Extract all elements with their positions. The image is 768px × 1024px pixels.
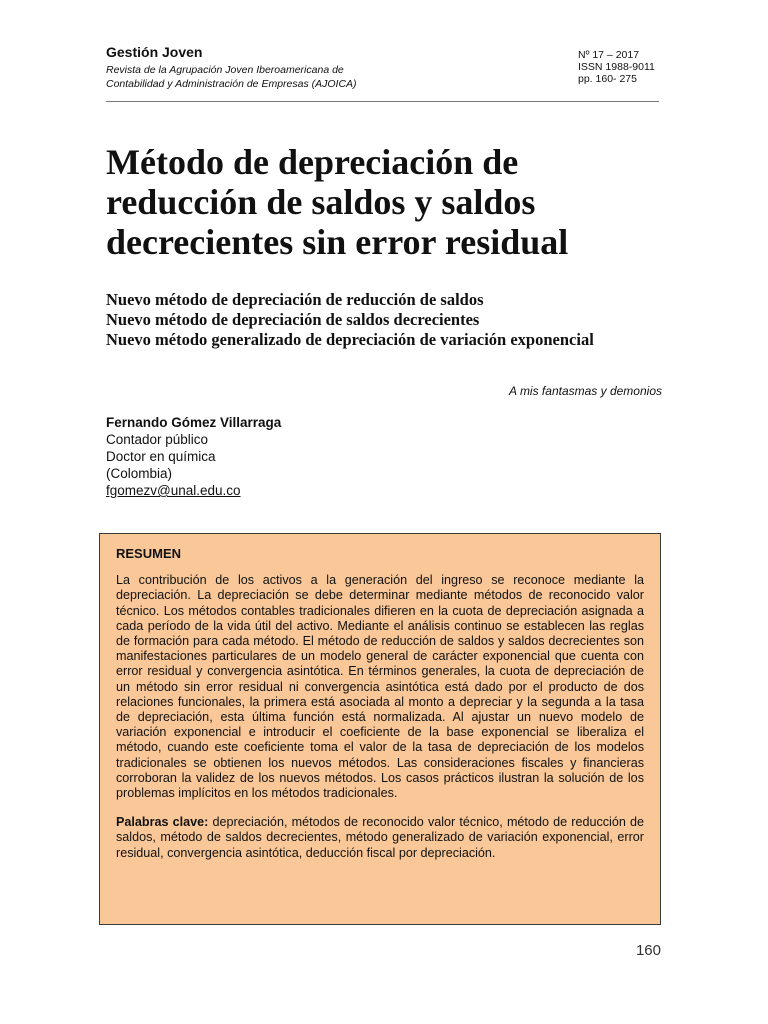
journal-subtitle-line: Contabilidad y Administración de Empresas (AJOICA) — [106, 78, 357, 90]
article-title — [106, 142, 676, 262]
dedication: A mis fantasmas y demonios — [509, 384, 662, 398]
page-number: 160 — [635, 942, 661, 959]
author-degree: Doctor en química — [106, 449, 216, 464]
title-line: reducción de saldos y saldos — [106, 182, 536, 222]
header-divider — [106, 101, 659, 102]
author-role: Contador público — [106, 432, 209, 447]
abstract-box — [99, 533, 661, 925]
author-country: (Colombia) — [106, 466, 173, 481]
abstract-heading: RESUMEN — [116, 546, 182, 561]
page-range: pp. 160- 275 — [578, 73, 637, 85]
article-subtitles — [106, 290, 706, 350]
issn: ISSN 1988-9011 — [578, 61, 655, 73]
issue-info — [578, 49, 655, 85]
author-block — [106, 414, 281, 499]
subtitle: Nuevo método de depreciación de saldos decrecientes — [106, 310, 480, 329]
keywords-paragraph — [116, 815, 644, 861]
author-name: Fernando Gómez Villarraga — [106, 415, 282, 430]
author-email-link[interactable]: fgomezv@unal.edu.co — [106, 483, 241, 498]
issue-number: Nº 17 – 2017 — [578, 49, 640, 61]
journal-subtitle-line: Revista de la Agrupación Joven Iberoamericana de — [106, 64, 344, 76]
subtitle: Nuevo método de depreciación de reducción de saldos — [106, 290, 484, 309]
journal-name: Gestión Joven — [106, 44, 203, 60]
subtitle: Nuevo método generalizado de depreciación de variación exponencial — [106, 330, 594, 349]
title-line: decrecientes sin error residual — [106, 222, 569, 262]
title-line: Método de depreciación de — [106, 142, 519, 182]
keywords-text: depreciación, métodos de reconocido valor técnico, método de reducción de saldos, método de saldos decrecientes, método generalizado de variación exponencial, error residual, convergencia asintótica, deducción fiscal por depreciación. — [116, 815, 645, 860]
journal-subtitle — [106, 63, 506, 91]
keywords-label: Palabras clave: — [116, 815, 209, 830]
abstract-text: La contribución de los activos a la generación del ingreso se reconoce mediante la depreciación. La depreciación se debe determinar mediante métodos de reconocido valor técnico. Los métodos contables tradicionales difieren en la cuota de depreciación asignada a cada período de la vida útil del activo. Mediante el análisis continuo se establecen las reglas de formación para cada método. El método de reducción de saldos y saldos decrecientes son manifestaciones particulares de un modelo general de carácter exponencial que cuenta con error residual y convergencia asintótica. En términos generales, la cuota de depreciación de un método sin error residual ni convergencia asintótica está dado por el producto de dos relaciones funcionales, la primera está asociada al monto a depreciar y la segunda a la tasa de depreciación, esta última función está normalizada. Al ajustar un nuevo modelo de variación exponencial e introducir el coeficiente de la base exponencial se liberaliza el método, cuando este coeficiente toma el valor de la tasa de depreciación de los modelos tradicionales se obtienen los nuevos métodos. Las consideraciones fiscales y financieras corroboran la validez de los nuevos métodos. Los casos prácticos ilustran la solución de los problemas implícitos en los métodos tradicionales. — [116, 573, 644, 801]
